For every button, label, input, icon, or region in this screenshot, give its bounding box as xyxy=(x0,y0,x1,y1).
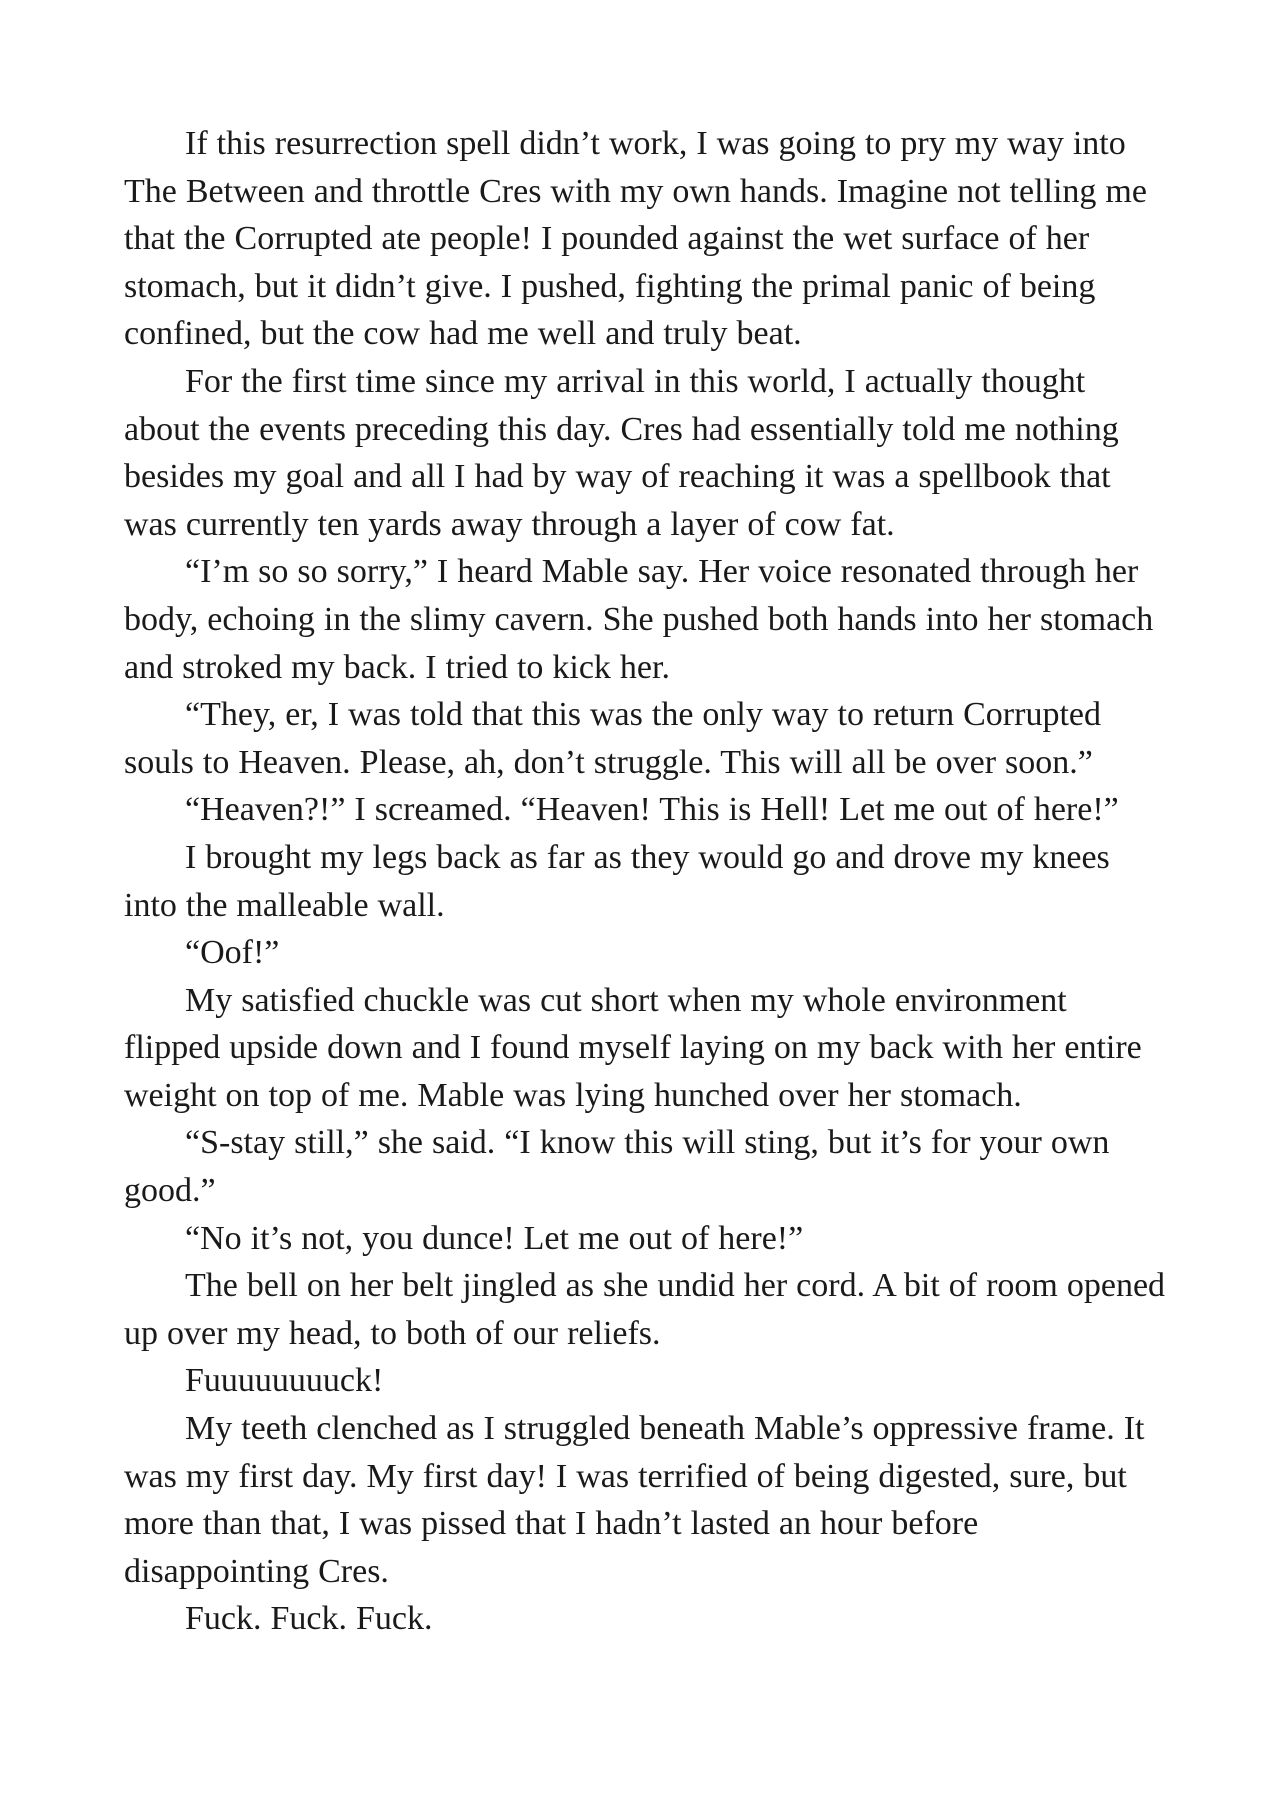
body-text xyxy=(124,120,1166,1643)
paragraph-7: “Oof!” xyxy=(185,934,280,972)
paragraph-8: My satisfied chuckle was cut short when my whole environment flipped upside down and I found myself laying on my back with her entire weight on top of me. Mable was lying hunched over her stomach. xyxy=(124,981,1142,1114)
paragraph-4: “They, er, I was told that this was the only way to return Corrupted souls to Heaven. Please, ah, don’t struggle. This will all be over soon.” xyxy=(124,696,1101,781)
paragraph-12: Fuuuuuuuuck! xyxy=(185,1362,384,1400)
paragraph-14: Fuck. Fuck. Fuck. xyxy=(185,1600,433,1638)
paragraph-13: My teeth clenched as I struggled beneath Mable’s oppressive frame. It was my first day. My first day! I was terrified of being digested, sure, but more than that, I was pissed that I hadn’t lasted an hour before disappointing Cres. xyxy=(124,1410,1145,1590)
paragraph-3: “I’m so so sorry,” I heard Mable say. Her voice resonated through her body, echoing in the slimy cavern. She pushed both hands into her stomach and stroked my back. I tried to kick her. xyxy=(124,553,1154,686)
paragraph-2: For the first time since my arrival in this world, I actually thought about the events preceding this day. Cres had essentially told me nothing besides my goal and all I had by way of reaching it was a spellbook that was currently ten yards away through a layer of cow fat. xyxy=(124,362,1119,543)
paragraph-5: “Heaven?!” I screamed. “Heaven! This is Hell! Let me out of here!” xyxy=(185,791,1119,829)
paragraph-6: I brought my legs back as far as they would go and drove my knees into the malleable wall. xyxy=(124,838,1110,924)
paragraph-11: The bell on her belt jingled as she undid her cord. A bit of room opened up over my head, to both of our reliefs. xyxy=(124,1267,1166,1352)
paragraph-9: “S-stay still,” she said. “I know this will sting, but it’s for your own good.” xyxy=(124,1124,1110,1210)
paragraph-10: “No it’s not, you dunce! Let me out of here!” xyxy=(185,1219,804,1257)
paragraph-1: If this resurrection spell didn’t work, I was going to pry my way into The Between and throttle Cres with my own hands. Imagine not telling me that the Corrupted ate people! I pounded against the wet surface of her stomach, but it didn’t give. I pushed, fighting the primal panic of being confined, but the cow had me well and truly beat. xyxy=(124,125,1147,353)
